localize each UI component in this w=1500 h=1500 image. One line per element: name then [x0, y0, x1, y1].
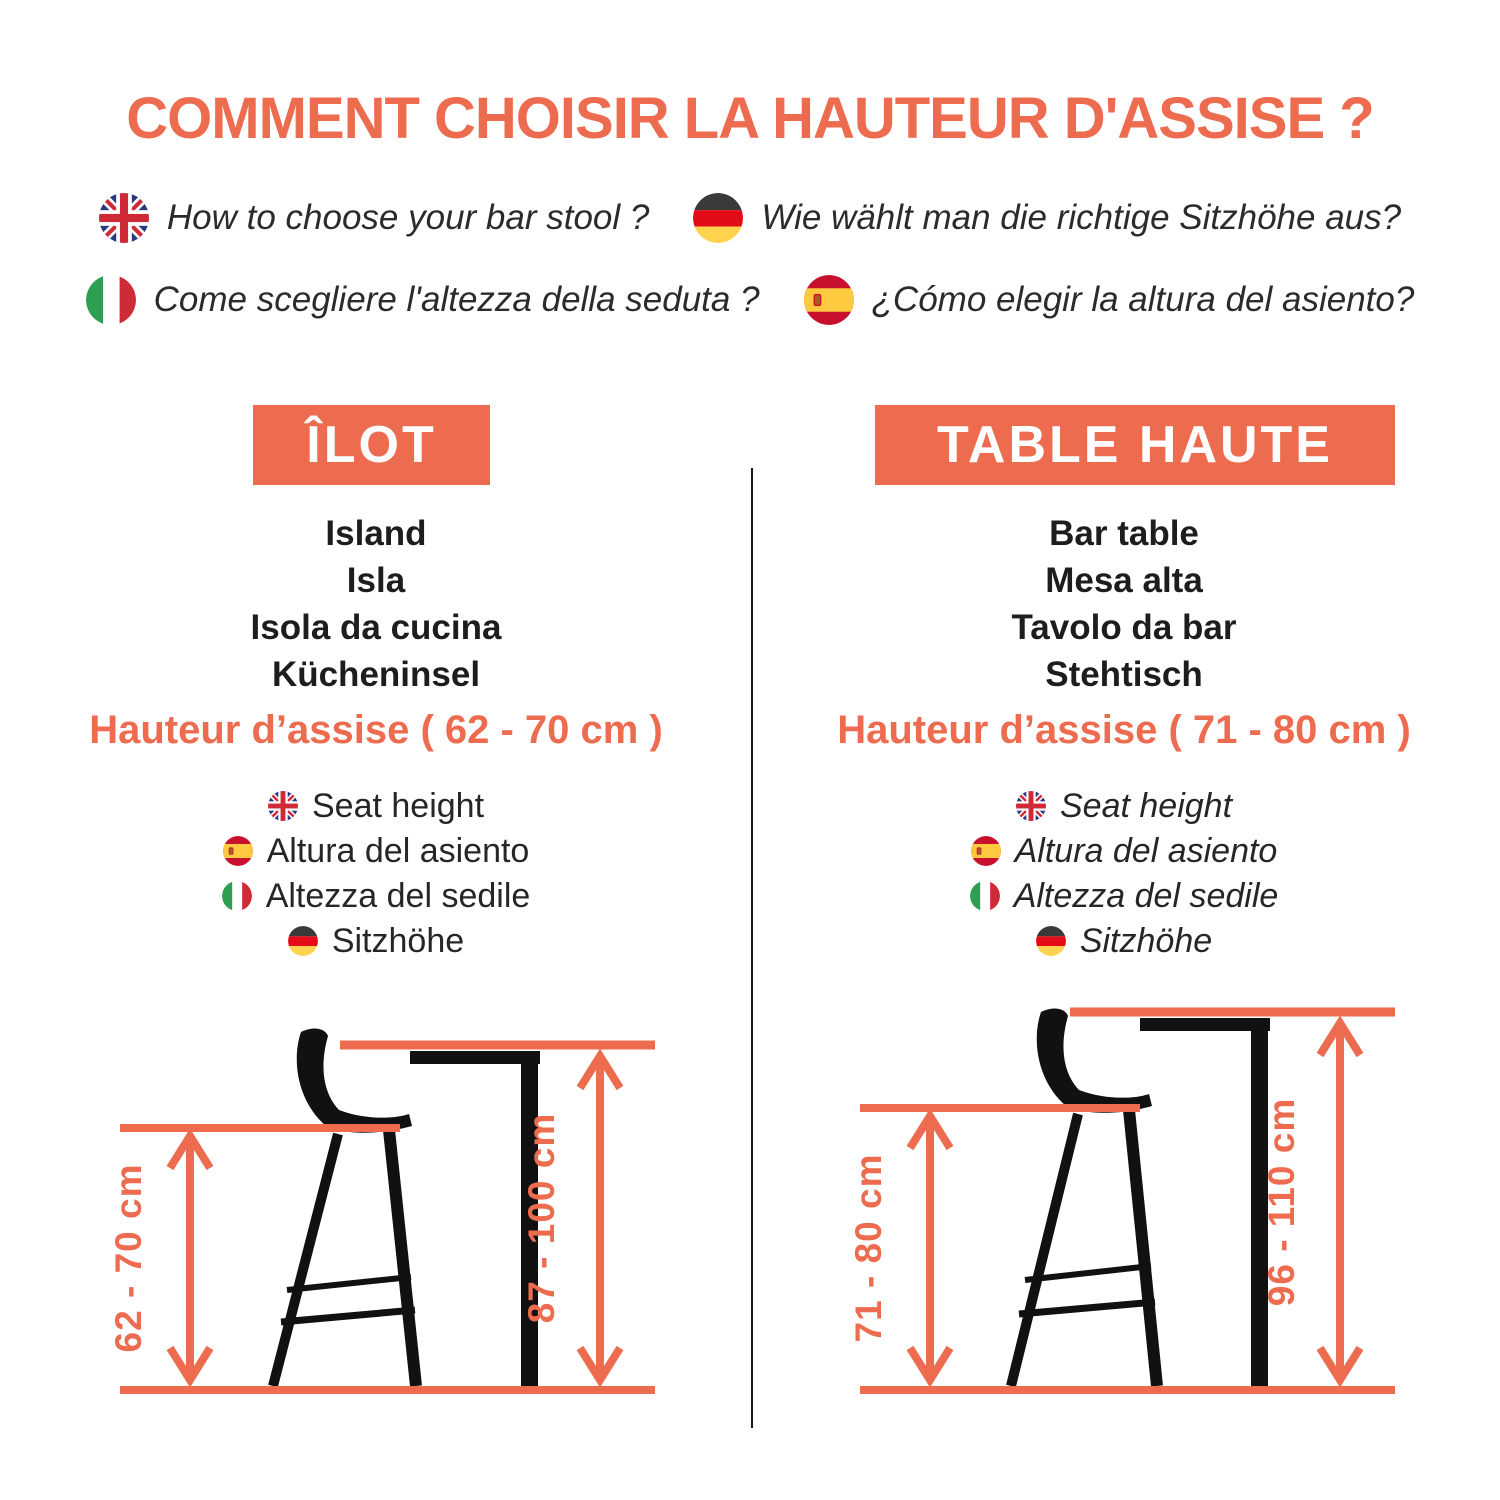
ilot-badge-label: ÎLOT	[306, 416, 437, 474]
intro-row-2	[0, 272, 1500, 328]
table-haute-badge-label: TABLE HAUTE	[936, 416, 1333, 474]
table-haute-seat-label-list	[748, 788, 1500, 959]
seat-label-row	[288, 923, 464, 959]
intro-text-german: Wie wählt man die richtige Sitzhöhe aus?	[761, 198, 1402, 237]
table-haute-translations	[748, 510, 1500, 698]
italy-flag-icon	[222, 881, 252, 911]
seat-label-row	[222, 878, 531, 914]
seat-label-row	[970, 878, 1279, 914]
stool-footrest-lower	[1019, 1302, 1155, 1314]
spain-flag-icon	[804, 275, 854, 325]
italy-flag-icon	[970, 881, 1000, 911]
stool-front-leg	[1011, 1114, 1078, 1386]
table-haute-translation-de: Stehtisch	[1045, 655, 1203, 694]
seat-label-it: Altezza del sedile	[1013, 876, 1279, 915]
italy-flag-icon	[86, 275, 136, 325]
seat-label-row	[1036, 923, 1212, 959]
table-haute-translation-es: Mesa alta	[1045, 561, 1203, 600]
intro-item-spanish	[804, 275, 1415, 325]
table-haute-translation-en: Bar table	[1049, 514, 1199, 553]
seat-label-en: Seat height	[1059, 786, 1233, 825]
seat-label-en: Seat height	[311, 786, 485, 825]
seat-label-row	[268, 788, 484, 824]
table-haute-seat-height-title: Hauteur d’assise ( 71 - 80 cm )	[837, 708, 1411, 752]
table-height-label: 96 - 110 cm	[1261, 1097, 1302, 1307]
intro-text-english: How to choose your bar stool ?	[166, 198, 650, 237]
spain-flag-icon	[223, 836, 253, 866]
ilot-translation-de: Kücheninsel	[271, 655, 481, 694]
spain-flag-icon	[971, 836, 1001, 866]
ilot-translation-es: Isla	[346, 561, 406, 600]
intro-text-spanish: ¿Cómo elegir la altura del asiento?	[871, 280, 1415, 319]
stool-rear-leg	[389, 1130, 416, 1386]
seat-label-row	[971, 833, 1278, 869]
ilot-badge	[253, 405, 490, 485]
germany-flag-icon	[288, 926, 318, 956]
intro-row-1	[0, 190, 1500, 246]
bar-stool-silhouette	[1037, 1009, 1152, 1113]
uk-flag-icon	[268, 791, 298, 821]
page-title: COMMENT CHOISIR LA HAUTEUR D'ASSISE ?	[126, 86, 1374, 151]
intro-item-english	[99, 193, 649, 243]
seat-label-row	[223, 833, 530, 869]
table-leg-bar	[410, 1051, 540, 1064]
seat-label-es: Altura del asiento	[1014, 831, 1278, 870]
intro-item-german	[693, 193, 1401, 243]
uk-flag-icon	[99, 193, 149, 243]
ilot-translation-en: Island	[325, 514, 427, 553]
stool-rear-leg	[1129, 1110, 1157, 1386]
stool-height-label: 62 - 70 cm	[108, 1163, 149, 1353]
seat-label-es: Altura del asiento	[266, 831, 530, 870]
stool-height-label: 71 - 80 cm	[848, 1153, 889, 1343]
table-height-label: 87 - 100 cm	[521, 1112, 562, 1324]
uk-flag-icon	[1016, 791, 1046, 821]
ilot-seat-height-title: Hauteur d’assise ( 62 - 70 cm )	[89, 708, 663, 752]
table-haute-badge	[875, 405, 1395, 485]
ilot-translations	[0, 510, 752, 698]
stool-front-leg	[273, 1134, 338, 1386]
ilot-diagram	[95, 990, 665, 1430]
table-haute-translation-it: Tavolo da bar	[1011, 608, 1237, 647]
stool-footrest-lower	[281, 1310, 415, 1322]
table-leg-bar	[1140, 1018, 1270, 1031]
seat-label-de: Sitzhöhe	[331, 921, 465, 960]
table-haute-diagram	[835, 990, 1405, 1430]
intro-item-italian	[86, 275, 760, 325]
intro-text-italian: Come scegliere l'altezza della seduta ?	[153, 280, 760, 319]
germany-flag-icon	[1036, 926, 1066, 956]
seat-label-it: Altezza del sedile	[265, 876, 531, 915]
ilot-seat-label-list	[0, 788, 752, 959]
ilot-translation-it: Isola da cucina	[250, 608, 502, 647]
seat-label-de: Sitzhöhe	[1079, 921, 1213, 960]
germany-flag-icon	[693, 193, 743, 243]
seat-label-row	[1016, 788, 1232, 824]
